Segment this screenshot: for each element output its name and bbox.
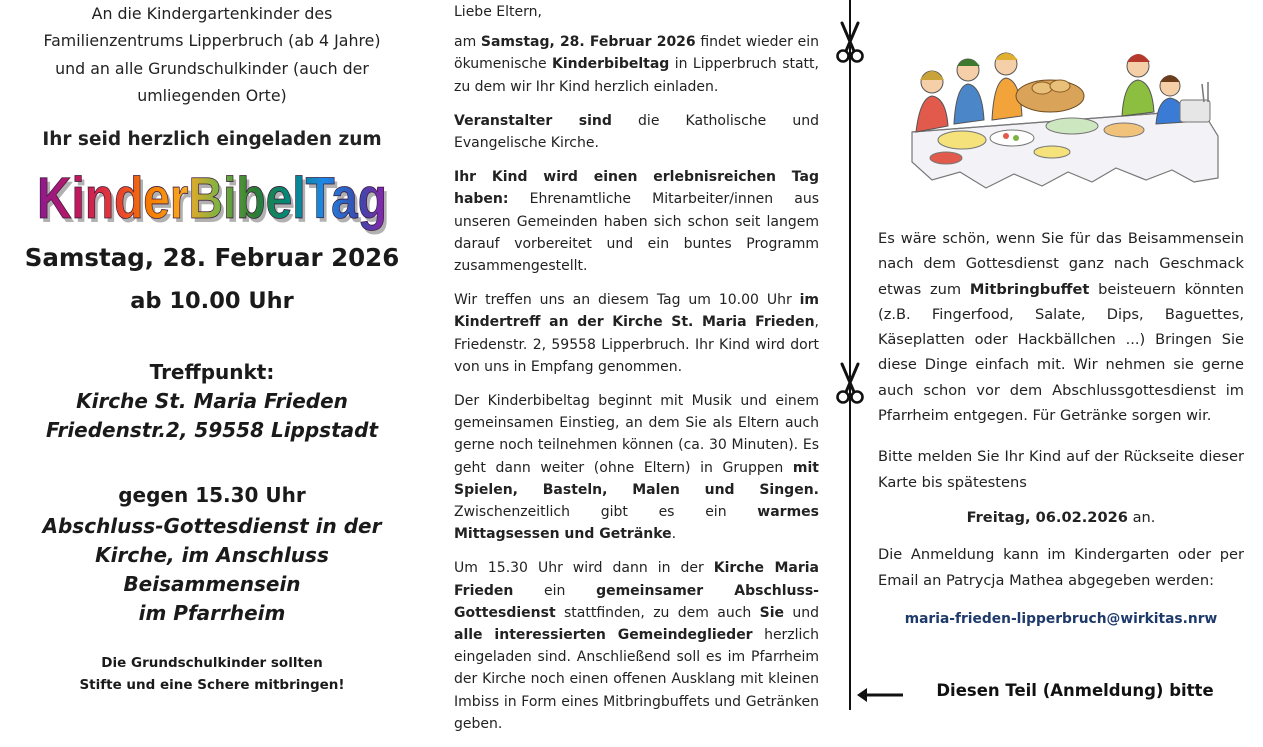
right-column: [878, 226, 1244, 632]
buffet-illustration: [902, 40, 1222, 215]
intro-line-4: umliegenden Orte): [137, 86, 287, 106]
intro-line-1: An die Kindergartenkinder des: [91, 4, 333, 23]
meeting-place: Kirche St. Maria Frieden: [76, 388, 348, 413]
letter-column: [454, 1, 819, 747]
end-time: gegen 15.30 Uhr: [118, 482, 306, 507]
intro-line-2: Familienzentrums Lipperbruch (ab 4 Jahre): [43, 31, 381, 51]
meeting-address: Friedenstr.2, 59558 Lippstadt: [45, 417, 379, 442]
letter-paragraph-2: Veranstalter sind die Katholische und Evangelische Kirche.: [454, 112, 819, 152]
intro-line-3: und an alle Grundschulkinder (auch der: [55, 58, 369, 78]
kinderbibeltag-logo: [32, 160, 392, 236]
letter-paragraph-1: am Samstag, 28. Februar 2026 findet wieder ein ökumenische Kinderbibeltag in Lipperbruch statt, zu dem wir Ihr Kind herzlich einladen.: [454, 34, 819, 95]
letter-paragraph-5: Der Kinderbibeltag beginnt mit Musik und einem gemeinsamen Einstieg, an dem Sie als Eltern auch gerne noch teilnehmen können (ca. 30 Minuten). Es geht dann weiter (ohne Eltern) in Gruppen mit Spielen, Basteln, Malen und Singen. Zwischenzeitlich gibt es ein warmes Mittagsessen und Getränke.: [454, 393, 819, 543]
scissors-icon: [834, 20, 866, 64]
left-column: [10, 0, 414, 697]
note-line-2: Stifte und eine Schere mitbringen!: [79, 677, 345, 694]
logo-shadow: KinderBibelTag: [40, 169, 390, 235]
buffet-paragraph: Es wäre schön, wenn Sie für das Beisammensein nach dem Gottesdienst ganz nach Geschmack etwas zum Mitbringbuffet beisteuern könnten (z.B. Fingerfood, Salate, Dips, Baguettes, Käseplatten oder Hackbällchen ...) Bringen Sie diese Dinge einfach mit. Wir nehmen sie gerne auch schon vor dem Abschlussgottesdienst im Pfarrheim entgegen. Für Getränke sorgen wir.: [878, 230, 1244, 425]
logo-text: KinderBibelTag: [37, 165, 387, 231]
invite-heading: Ihr seid herzlich eingeladen zum: [42, 128, 382, 150]
letter-paragraph-4: Wir treffen uns an diesem Tag um 10.00 Uhr im Kindertreff an der Kirche St. Maria Frieden, Friedenstr. 2, 59558 Lipperbruch. Ihr Kind wird dort von uns in Empfang genommen.: [454, 292, 819, 375]
footer-note: Diesen Teil (Anmeldung) bitte: [936, 681, 1214, 700]
end-line-3: im Pfarrheim: [138, 600, 286, 625]
end-line-2: Kirche, im Anschluss Beisammensein: [95, 542, 329, 596]
register-paragraph: Bitte melden Sie Ihr Kind auf der Rückseite dieser Karte bis spätestens: [878, 448, 1244, 491]
cut-line: [849, 0, 851, 710]
arrow-left-icon: [855, 685, 905, 705]
contact-email: maria-frieden-lipperbruch@wirkitas.nrw: [904, 610, 1218, 627]
event-time: ab 10.00 Uhr: [130, 287, 294, 314]
note-line-1: Die Grundschulkinder sollten: [101, 654, 323, 671]
letter-paragraph-6: Um 15.30 Uhr wird dann in der Kirche Maria Frieden ein gemeinsamer Abschluss-Gottesdienst stattfinden, zu dem auch Sie und alle interessierten Gemeindeglieder herzlich eingeladen sind. Anschließend soll es im Pfarrheim der Kirche noch einen offenen Ausklang mit kleinen Imbiss in Form eines Mitbringbuffets und Getränken geben.: [454, 560, 820, 732]
greeting: Liebe Eltern,: [454, 4, 542, 20]
deadline: Freitag, 06.02.2026 an.: [966, 508, 1156, 526]
submission-paragraph: Die Anmeldung kann im Kindergarten oder per Email an Patrycja Mathea abgegeben werden:: [878, 546, 1244, 589]
scissors-icon: [834, 361, 866, 405]
note: [10, 652, 414, 697]
event-date: Samstag, 28. Februar 2026: [24, 242, 400, 272]
letter-paragraph-3: Ihr Kind wird einen erlebnisreichen Tag haben: Ehrenamtliche Mitarbeiter/innen aus unseren Gemeinden haben sich schon seit langem darauf vorbereitet und ein buntes Programm zusammengestellt.: [454, 169, 819, 275]
meeting-heading: Treffpunkt:: [149, 359, 275, 384]
end-line-1: Abschluss-Gottesdienst in der: [42, 513, 382, 538]
